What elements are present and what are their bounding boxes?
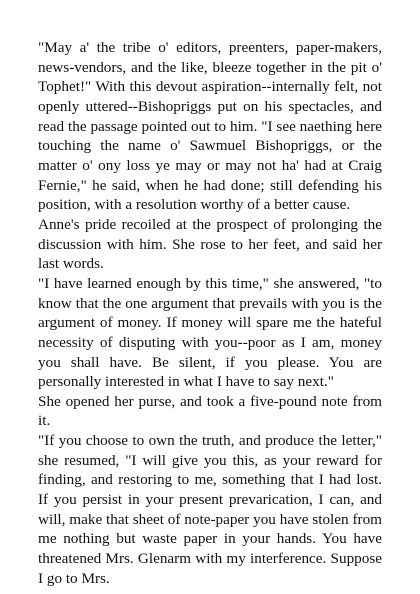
paragraph: "If you choose to own the truth, and produce the letter," she resumed, "I will give you this, as your reward for finding, and restoring to me, something that I had lost. If you persist in your present prevarication, I can, and will, make that sheet of note-paper you have stolen from me nothing but waste paper in your hands. You have threatened Mrs. Glenarm with my interference. Suppose I go to Mrs. [38, 432, 382, 587]
paragraph: She opened her purse, and took a five-pound note from it. [38, 392, 382, 430]
paragraph: "May a' the tribe o' editors, preenters, paper-makers, news-vendors, and the like, bleeze together in the pit o' Tophet!" With this devout aspiration--internally felt, not openly uttered--Bishopriggs put on his spectacles, and read the passage pointed out to him. "I see naething here touching the name o' Sawmuel Bishopriggs, or the matter o' ony loss ye may or may not ha' had at Craig Fernie," he said, when he had done; still defending his position, with a resolution worthy of a better cause. [38, 39, 382, 214]
paragraph: Anne's pride recoiled at the prospect of prolonging the discussion with him. She rose to her feet, and said her last words. [38, 215, 382, 273]
paragraph: "I have learned enough by this time," she answered, "to know that the one argument that prevails with you is the argument of money. If money will spare me the hateful necessity of disputing with you--poor as I am, money you shall have. Be silent, if you please. You are personally interested in what I have to say next." [38, 274, 382, 391]
